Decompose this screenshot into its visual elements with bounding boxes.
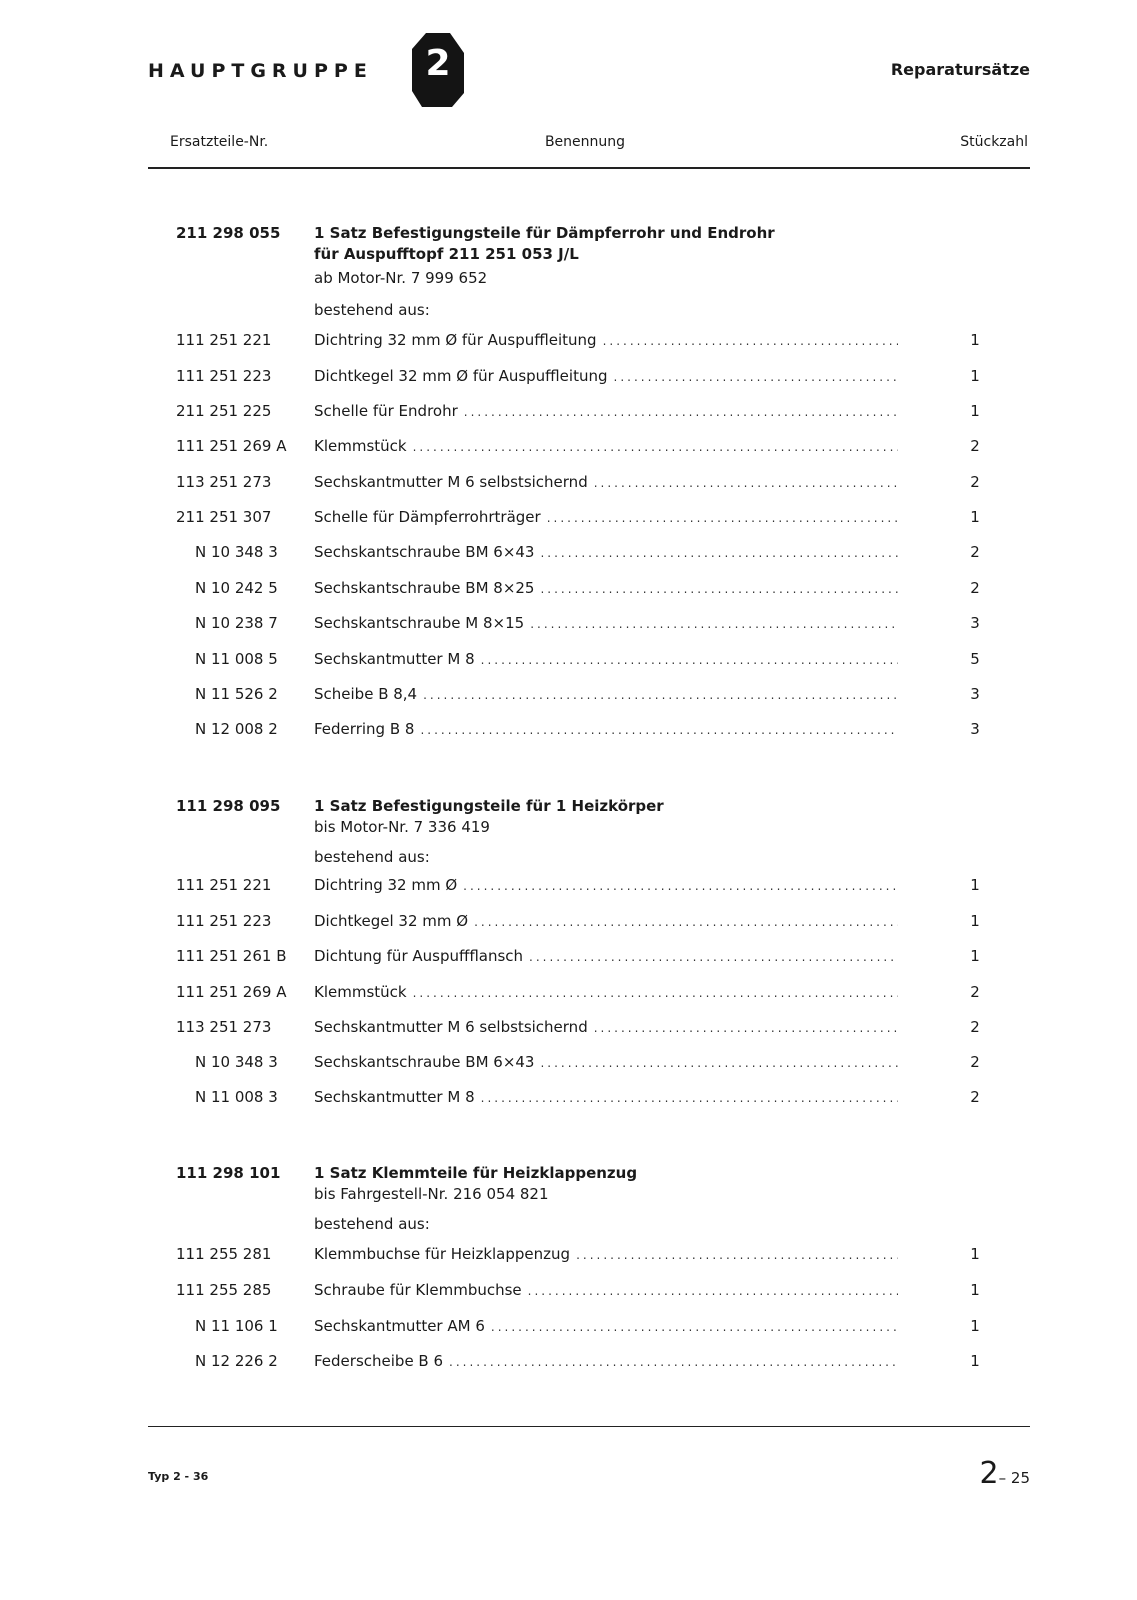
item-description	[314, 912, 898, 930]
item-part-number: 113 251 273	[176, 473, 272, 491]
item-part-number: N 10 348 3	[195, 543, 278, 561]
dot-leader	[464, 405, 898, 419]
dot-leader	[481, 653, 898, 667]
item-quantity: 2	[970, 983, 980, 1001]
dot-leader	[540, 582, 898, 596]
item-part-number: N 10 238 7	[195, 614, 278, 632]
item-part-number: 113 251 273	[176, 1018, 272, 1036]
item-description	[314, 1245, 898, 1263]
dot-leader	[540, 546, 898, 560]
list-item	[0, 543, 1137, 565]
list-item	[0, 1281, 1137, 1303]
item-description-text: Sechskantmutter M 6 selbstsichernd	[314, 473, 588, 491]
dot-leader	[449, 1355, 898, 1369]
item-description-text: Sechskantmutter M 6 selbstsichernd	[314, 1018, 588, 1036]
item-quantity: 1	[970, 1352, 980, 1370]
item-description	[314, 367, 898, 385]
item-description	[314, 685, 898, 703]
item-description	[314, 1281, 898, 1299]
dot-leader	[474, 915, 898, 929]
list-item	[0, 614, 1137, 636]
item-description	[314, 543, 898, 561]
list-item	[0, 1088, 1137, 1110]
item-quantity: 2	[970, 473, 980, 491]
dot-leader	[528, 1284, 898, 1298]
item-description-text: Dichtring 32 mm Ø für Auspuffleitung	[314, 331, 597, 349]
item-description	[314, 650, 898, 668]
list-item	[0, 473, 1137, 495]
item-description-text: Schelle für Dämpferrohrträger	[314, 508, 541, 526]
dot-leader	[420, 723, 898, 737]
list-item	[0, 650, 1137, 672]
section-title: Reparatursätze	[890, 60, 1030, 79]
item-part-number: 111 255 285	[176, 1281, 272, 1299]
item-description-text: Sechskantmutter M 8	[314, 1088, 475, 1106]
page-number-minor: – 25	[998, 1469, 1030, 1487]
item-quantity: 1	[970, 1245, 980, 1263]
item-description-text: Sechskantschraube M 8×15	[314, 614, 525, 632]
kit-validity-note: bis Motor-Nr. 7 336 419	[314, 818, 490, 836]
item-description-text: Dichtring 32 mm Ø	[314, 876, 458, 894]
group-title: HAUPTGRUPPE	[148, 60, 373, 82]
kit-title-line2: für Auspufftopf 211 251 053 J/L	[314, 245, 579, 263]
dot-leader	[413, 440, 898, 454]
item-description-text: Federscheibe B 6	[314, 1352, 444, 1370]
list-item	[0, 912, 1137, 934]
page-number-major: 2	[979, 1456, 999, 1491]
item-description-text: Sechskantschraube BM 8×25	[314, 579, 535, 597]
item-quantity: 1	[970, 1317, 980, 1335]
item-description-text: Klemmstück	[314, 437, 407, 455]
item-part-number: 211 251 225	[176, 402, 272, 420]
item-description	[314, 876, 898, 894]
list-item	[0, 983, 1137, 1005]
list-item	[0, 402, 1137, 424]
item-part-number: 111 251 223	[176, 367, 272, 385]
item-part-number: 111 251 221	[176, 876, 272, 894]
item-description	[314, 331, 898, 349]
list-item	[0, 1018, 1137, 1040]
footer-rule	[148, 1426, 1030, 1427]
item-description	[314, 1352, 898, 1370]
item-quantity: 2	[970, 1088, 980, 1106]
dot-leader	[594, 476, 898, 490]
dot-leader	[594, 1021, 898, 1035]
dot-leader	[529, 950, 898, 964]
kit-validity-note: ab Motor-Nr. 7 999 652	[314, 269, 488, 287]
item-description	[314, 473, 898, 491]
item-description-text: Klemmstück	[314, 983, 407, 1001]
item-description-text: Schraube für Klemmbuchse	[314, 1281, 522, 1299]
dot-leader	[614, 370, 899, 384]
list-item	[0, 508, 1137, 530]
item-description-text: Federring B 8	[314, 720, 415, 738]
list-item	[0, 1317, 1137, 1339]
kit-title: 1 Satz Klemmteile für Heizklappenzug	[314, 1164, 638, 1182]
item-description	[314, 720, 898, 738]
item-description	[314, 437, 898, 455]
dot-leader	[576, 1248, 898, 1262]
kit-part-number: 111 298 095	[176, 797, 281, 815]
item-description-text: Dichtkegel 32 mm Ø für Auspuffleitung	[314, 367, 608, 385]
header-rule	[148, 167, 1030, 169]
item-quantity: 1	[970, 402, 980, 420]
item-description-text: Sechskantschraube BM 6×43	[314, 543, 535, 561]
kit-title: 1 Satz Befestigungsteile für Dämpferrohr und Endrohr	[314, 224, 775, 242]
list-item	[0, 579, 1137, 601]
item-quantity: 1	[970, 331, 980, 349]
item-part-number: 111 251 223	[176, 912, 272, 930]
item-description	[314, 402, 898, 420]
item-part-number: 111 251 261 B	[176, 947, 287, 965]
dot-leader	[463, 879, 898, 893]
type-label: Typ 2 - 36	[148, 1470, 209, 1483]
kit-consists-label: bestehend aus:	[314, 1215, 430, 1233]
item-quantity: 1	[970, 947, 980, 965]
item-quantity: 1	[970, 1281, 980, 1299]
kit-validity-note: bis Fahrgestell-Nr. 216 054 821	[314, 1185, 549, 1203]
item-part-number: 111 255 281	[176, 1245, 272, 1263]
item-description	[314, 1018, 898, 1036]
item-description-text: Schelle für Endrohr	[314, 402, 458, 420]
item-quantity: 2	[970, 1018, 980, 1036]
item-quantity: 2	[970, 437, 980, 455]
item-description	[314, 1088, 898, 1106]
list-item	[0, 685, 1137, 707]
item-description-text: Dichtkegel 32 mm Ø	[314, 912, 469, 930]
item-part-number: 111 251 269 A	[176, 437, 287, 455]
item-description	[314, 1317, 898, 1335]
item-quantity: 1	[970, 508, 980, 526]
page-number	[940, 1456, 1030, 1491]
list-item	[0, 437, 1137, 459]
column-header-part-no: Ersatzteile-Nr.	[170, 134, 269, 150]
kit-consists-label: bestehend aus:	[314, 301, 430, 319]
item-part-number: 111 251 269 A	[176, 983, 287, 1001]
item-description-text: Scheibe B 8,4	[314, 685, 418, 703]
column-header-name: Benennung	[544, 134, 626, 150]
dot-leader	[481, 1091, 898, 1105]
item-quantity: 1	[970, 367, 980, 385]
item-part-number: N 11 008 3	[195, 1088, 278, 1106]
dot-leader	[547, 511, 898, 525]
dot-leader	[423, 688, 898, 702]
item-part-number: N 11 526 2	[195, 685, 278, 703]
item-description-text: Dichtung für Auspuffflansch	[314, 947, 524, 965]
item-part-number: N 12 008 2	[195, 720, 278, 738]
dot-leader	[413, 986, 898, 1000]
item-description	[314, 508, 898, 526]
item-part-number: N 11 008 5	[195, 650, 278, 668]
group-number: 2	[425, 43, 451, 84]
list-item	[0, 1352, 1137, 1374]
list-item	[0, 1053, 1137, 1075]
item-quantity: 3	[970, 720, 980, 738]
kit-consists-label: bestehend aus:	[314, 848, 430, 866]
item-description	[314, 614, 898, 632]
item-part-number: N 10 348 3	[195, 1053, 278, 1071]
item-part-number: 111 251 221	[176, 331, 272, 349]
item-part-number: N 10 242 5	[195, 579, 278, 597]
item-description	[314, 1053, 898, 1071]
list-item	[0, 331, 1137, 353]
item-quantity: 2	[970, 543, 980, 561]
item-part-number: 211 251 307	[176, 508, 272, 526]
item-quantity: 3	[970, 614, 980, 632]
item-description-text: Sechskantmutter M 8	[314, 650, 475, 668]
list-item	[0, 367, 1137, 389]
dot-leader	[491, 1320, 898, 1334]
kit-part-number: 111 298 101	[176, 1164, 281, 1182]
item-description-text: Sechskantmutter AM 6	[314, 1317, 485, 1335]
kit-part-number: 211 298 055	[176, 224, 281, 242]
item-quantity: 2	[970, 1053, 980, 1071]
list-item	[0, 1245, 1137, 1267]
list-item	[0, 720, 1137, 742]
dot-leader	[603, 334, 898, 348]
item-part-number: N 11 106 1	[195, 1317, 278, 1335]
list-item	[0, 947, 1137, 969]
column-header-qty: Stückzahl	[960, 134, 1028, 150]
item-quantity: 3	[970, 685, 980, 703]
list-item	[0, 876, 1137, 898]
item-quantity: 2	[970, 579, 980, 597]
kit-title: 1 Satz Befestigungsteile für 1 Heizkörper	[314, 797, 664, 815]
group-number-badge	[412, 31, 464, 107]
item-description-text: Sechskantschraube BM 6×43	[314, 1053, 535, 1071]
dot-leader	[540, 1056, 898, 1070]
item-description	[314, 579, 898, 597]
item-description	[314, 983, 898, 1001]
item-quantity: 5	[970, 650, 980, 668]
item-quantity: 1	[970, 912, 980, 930]
item-quantity: 1	[970, 876, 980, 894]
item-description	[314, 947, 898, 965]
item-part-number: N 12 226 2	[195, 1352, 278, 1370]
item-description-text: Klemmbuchse für Heizklappenzug	[314, 1245, 571, 1263]
dot-leader	[530, 617, 898, 631]
